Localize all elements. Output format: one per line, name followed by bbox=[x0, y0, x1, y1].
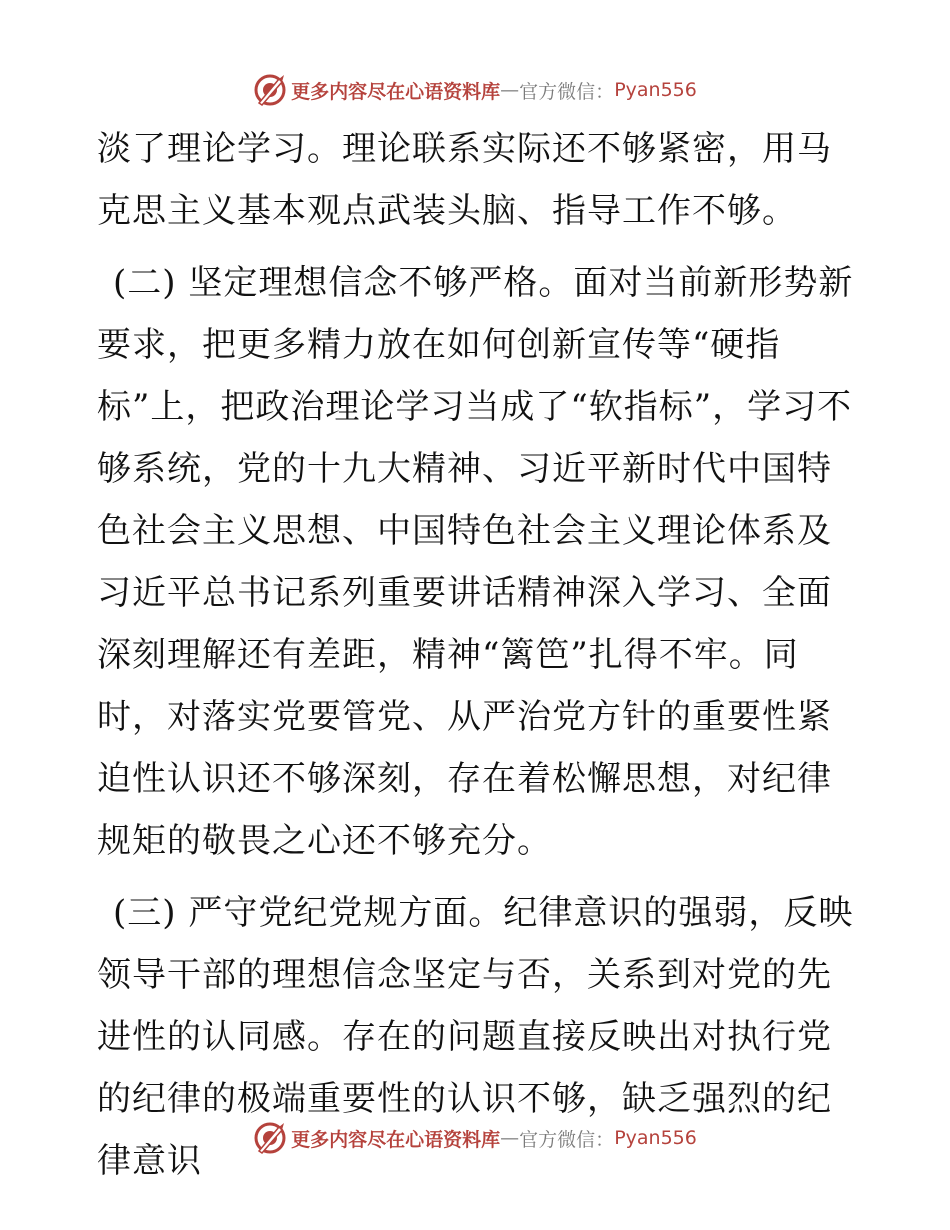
watermark-separator: — bbox=[500, 1127, 520, 1149]
watermark-separator: — bbox=[500, 79, 520, 101]
watermark-wechat-id: Pyan556 bbox=[614, 1127, 697, 1149]
watermark-lead-text: 更多内容尽在心语资料库 bbox=[291, 80, 501, 103]
document-body bbox=[97, 118, 857, 1192]
watermark-footer bbox=[0, 1118, 950, 1158]
watermark-official-label: 官方微信： bbox=[519, 1128, 615, 1151]
paragraph-party-discipline: (三) 严守党纪党规方面。纪律意识的强弱，反映领导干部的理想信念坚定与否，关系到对党的先进性的认同感。存在的问题直接反映出对执行党的纪律的极端重要性的认识不够，缺乏强烈的纪律意识 bbox=[97, 893, 854, 1181]
paragraph-continuation: 淡了理论学习。理论联系实际还不够紧密，用马克思主义基本观点武装头脑、指导工作不够。 bbox=[97, 129, 832, 231]
watermark-official-label: 官方微信： bbox=[519, 80, 615, 103]
paragraph-ideals-faith: (二) 坚定理想信念不够严格。面对当前新形势新要求，把更多精力放在如何创新宣传等“硬指标”上，把政治理论学习当成了“软指标”，学习不够系统，党的十九大精神、习近平新时代中国特色社会主义思想、中国特色社会主义理论体系及习近平总书记系列重要讲话精神深入学习、全面深刻理解还有差距，精神“篱笆”扎得不牢。同时，对落实党要管党、从严治党方针的重要性紧迫性认识还不够深刻，存在着松懈思想，对纪律规矩的敬畏之心还不够充分。 bbox=[97, 263, 854, 861]
quill-logo-icon bbox=[253, 73, 287, 107]
quill-logo-icon bbox=[253, 1121, 287, 1155]
watermark-header bbox=[0, 70, 950, 110]
watermark-wechat-id: Pyan556 bbox=[614, 79, 697, 101]
watermark-lead-text: 更多内容尽在心语资料库 bbox=[291, 1128, 501, 1151]
